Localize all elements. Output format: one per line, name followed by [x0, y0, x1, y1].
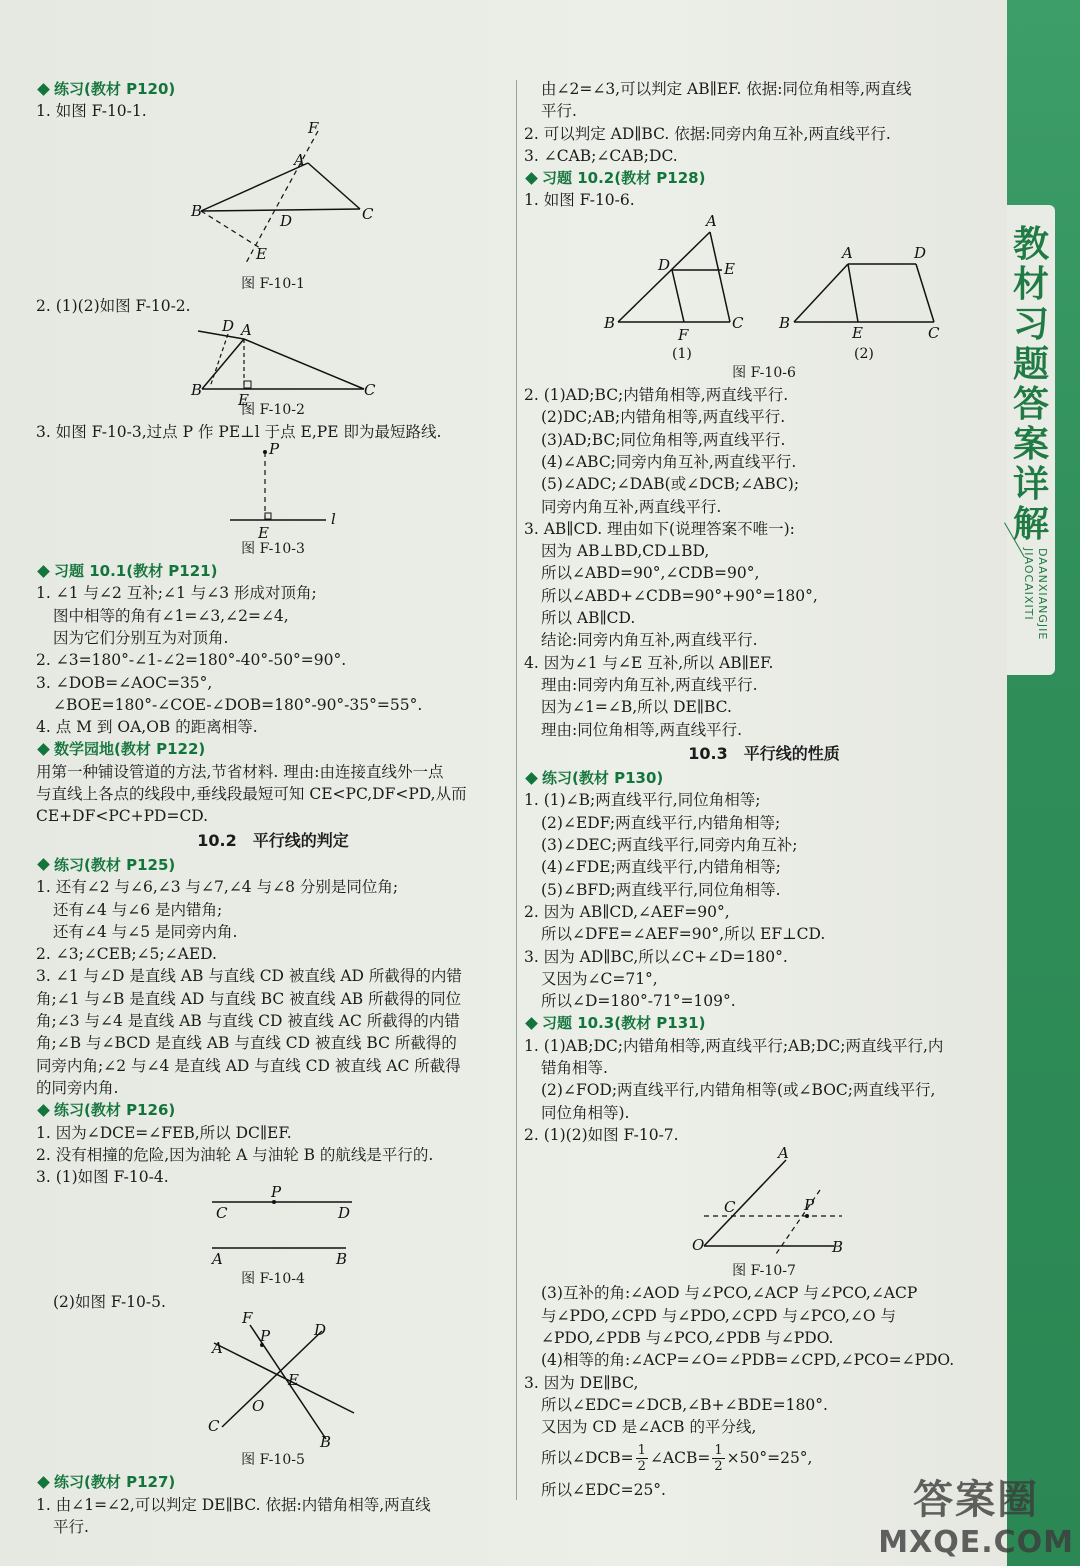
figure-f-10-2 [36, 317, 510, 410]
svg-text:E: E [256, 244, 267, 263]
answer-line: 所以∠D=180°-71°=109°. [541, 992, 736, 1011]
answer-line: 4. 点 M 到 OA,OB 的距离相等. [36, 718, 258, 737]
figure-caption: 图 F-10-3 [241, 540, 305, 557]
answer-line: 平行. [53, 1517, 89, 1536]
answer-line: 所以∠EDC=25°. [541, 1480, 666, 1499]
section-heading: 练习(教材 P130) [524, 767, 1004, 789]
answer-line: ∠PDO,∠PDB 与∠PCO,∠PDB 与∠PDO. [541, 1329, 834, 1348]
figure-caption: 图 F-10-1 [241, 275, 305, 292]
svg-text:D: D [280, 211, 293, 230]
svg-text:C: C [928, 323, 940, 342]
diamond-bullet-icon [37, 743, 50, 756]
section-heading: 练习(教材 P126) [36, 1099, 510, 1121]
svg-text:B: B [779, 313, 791, 332]
answer-line: 2. ∠3=180°-∠1-∠2=180°-40°-50°=90°. [36, 651, 347, 670]
answer-line: (2)如图 F-10-5. [53, 1292, 166, 1311]
subsection-title: 10.3 平行线的性质 [688, 743, 840, 763]
svg-text:C: C [208, 1416, 220, 1435]
svg-text:l: l [331, 509, 336, 528]
svg-text:P: P [271, 1183, 282, 1202]
svg-text:A: A [241, 321, 252, 340]
svg-text:A: A [212, 1250, 223, 1269]
svg-text:E: E [852, 323, 863, 342]
diamond-bullet-icon [37, 83, 50, 96]
answer-line: 2. (1)(2)如图 F-10-7. [524, 1125, 679, 1144]
sidebar-pinyin: JIAOCAIXITI [1022, 548, 1035, 621]
svg-text:B: B [832, 1238, 844, 1257]
figure-caption: 图 F-10-7 [732, 1263, 796, 1280]
answer-line: 2. (1)AD;BC;内错角相等,两直线平行. [524, 386, 789, 405]
answer-line: (4)∠ABC;同旁内角互补,两直线平行. [541, 452, 797, 471]
answer-line: 错角相等. [541, 1058, 608, 1077]
svg-text:E: E [288, 1370, 299, 1389]
svg-text:D: D [314, 1320, 327, 1339]
answer-line: 2. ∠3;∠CEB;∠5;∠AED. [36, 945, 217, 964]
answer-line: 2. 可以判定 AD∥BC. 依据:同旁内角互补,两直线平行. [524, 124, 891, 143]
answer-line: 1. 如图 F-10-6. [524, 191, 635, 210]
svg-text:E: E [258, 523, 269, 542]
answer-line: 同位角相等). [541, 1103, 630, 1122]
answer-line: 因为它们分别互为对顶角. [53, 628, 229, 647]
sub-figure-label: (1) [672, 345, 692, 362]
svg-text:D: D [338, 1204, 351, 1223]
answer-line: 3. ∠1 与∠D 是直线 AB 与直线 CD 被直线 AD 所截得的内错 [36, 967, 462, 986]
svg-text:A: A [212, 1338, 223, 1357]
svg-text:P: P [260, 1326, 271, 1345]
answer-line: CE+DF<PC+PD=CD. [36, 807, 209, 826]
answer-line: 1. 还有∠2 与∠6,∠3 与∠7,∠4 与∠8 分别是同位角; [36, 878, 399, 897]
answer-line: 3. (1)如图 F-10-4. [36, 1168, 169, 1187]
answer-line: 1. 由∠1=∠2,可以判定 DE∥BC. 依据:内错角相等,两直线 [36, 1495, 431, 1514]
answer-line: (3)互补的角:∠AOD 与∠PCO,∠ACP 与∠PCO,∠ACP [541, 1284, 918, 1303]
answer-line: 所以∠ABD=90°,∠CDB=90°, [541, 564, 760, 583]
answer-line: 又因为 CD 是∠ACB 的平分线, [541, 1418, 757, 1437]
answer-line: 结论:同旁内角互补,两直线平行. [541, 631, 758, 650]
answer-line: 又因为∠C=71°, [541, 969, 658, 988]
svg-text:F: F [678, 325, 689, 344]
answer-line: (2)∠FOD;两直线平行,内错角相等(或∠BOC;两直线平行, [541, 1081, 936, 1100]
svg-text:B: B [191, 381, 203, 400]
angle-bisector-diagram [524, 1146, 1004, 1260]
answer-line: 所以∠EDC=∠DCB,∠B+∠BDE=180°. [541, 1395, 828, 1414]
svg-text:D: D [914, 243, 927, 262]
answer-line: 2. (1)(2)如图 F-10-2. [36, 296, 191, 315]
diamond-bullet-icon [37, 859, 50, 872]
answer-line: 同旁内角;∠2 与∠4 是直线 AD 与直线 CD 被直线 AC 所截得 [36, 1056, 461, 1075]
svg-text:P: P [269, 439, 280, 458]
intersecting-lines-diagram [36, 1308, 510, 1451]
answer-line: 因为∠1=∠B,所以 DE∥BC. [541, 698, 732, 717]
figure-caption: 图 F-10-4 [241, 1271, 305, 1288]
svg-text:B: B [604, 313, 616, 332]
svg-text:B: B [191, 201, 203, 220]
parallel-lines-diagram [36, 1183, 510, 1269]
answer-line: 2. 没有相撞的危险,因为油轮 A 与油轮 B 的航线是平行的. [36, 1145, 434, 1164]
answer-line: 1. (1)∠B;两直线平行,同位角相等; [524, 791, 761, 810]
answer-line: 与直线上各点的线段中,垂线段最短可知 CE<PC,DF<PD,从而 [36, 785, 467, 804]
svg-text:D: D [222, 317, 235, 336]
answer-line: (2)∠EDF;两直线平行,内错角相等; [541, 813, 781, 832]
triangle-diagram [36, 118, 510, 273]
svg-text:B: B [336, 1250, 348, 1269]
answer-line: 的同旁内角. [36, 1078, 119, 1097]
triangle-diagram [36, 317, 510, 410]
answer-line: 1. (1)AB;DC;内错角相等,两直线平行;AB;DC;两直线平行,内 [524, 1036, 944, 1055]
answer-line: 1. 如图 F-10-1. [36, 102, 147, 121]
right-column [524, 78, 1004, 1501]
svg-text:A: A [842, 243, 853, 262]
svg-text:C: C [732, 313, 744, 332]
figure-f-10-6 [524, 212, 1004, 362]
answer-line: 角;∠B 与∠BCD 是直线 AB 与直线 CD 被直线 BC 所截得的 [36, 1034, 457, 1053]
svg-text:O: O [692, 1236, 705, 1255]
svg-text:E: E [724, 259, 735, 278]
answer-line: 3. AB∥CD. 理由如下(说理答案不唯一): [524, 519, 795, 538]
answer-line: 由∠2=∠3,可以判定 AB∥EF. 依据:同位角相等,两直线 [541, 80, 912, 98]
svg-text:C: C [362, 204, 374, 223]
answer-line: 1. 因为∠DCE=∠FEB,所以 DC∥EF. [36, 1123, 292, 1142]
sidebar-pinyin: DAANXIANGJIE [1036, 548, 1049, 641]
figure-f-10-1 [36, 118, 510, 273]
answer-line: 所以∠ABD+∠CDB=90°+90°=180°, [541, 586, 818, 605]
answer-line: 角;∠3 与∠4 是直线 AB 与直线 CD 被直线 AC 所截得的内错 [36, 1012, 460, 1031]
answer-line: 与∠PDO,∠CPD 与∠PDO,∠CPD 与∠PCO,∠O 与 [541, 1306, 897, 1325]
figure-f-10-5 [36, 1308, 510, 1451]
answer-line: (4)相等的角:∠ACP=∠O=∠PDB=∠CPD,∠PCO=∠PDO. [541, 1351, 955, 1370]
section-heading: 练习(教材 P120) [36, 78, 510, 100]
svg-text:F: F [242, 1308, 253, 1327]
figure-f-10-3 [36, 439, 510, 542]
svg-text:F: F [308, 118, 319, 137]
perpendicular-diagram [36, 439, 510, 542]
answer-line: 因为 AB⊥BD,CD⊥BD, [541, 542, 710, 561]
diamond-bullet-icon [37, 1104, 50, 1117]
answer-line: 还有∠4 与∠5 是同旁内角. [53, 922, 238, 941]
answer-line: 3. 因为 AD∥BC,所以∠C+∠D=180°. [524, 947, 788, 966]
fraction: $\frac{1}{2}$ [637, 1443, 646, 1475]
answer-line: 平行. [541, 102, 577, 121]
answer-line: 同旁内角互补,两直线平行. [541, 497, 722, 516]
answer-line: (5)∠ADC;∠DAB(或∠DCB;∠ABC); [541, 475, 800, 494]
answer-line: 用第一种铺设管道的方法,节省材料. 理由:由连接直线外一点 [36, 762, 444, 781]
triangle-and-trapezoid-diagram [524, 212, 1004, 362]
answer-line: 所以∠DFE=∠AEF=90°,所以 EF⊥CD. [541, 925, 826, 944]
diamond-bullet-icon [525, 172, 538, 185]
svg-text:C: C [724, 1198, 736, 1217]
svg-text:A: A [706, 211, 717, 230]
subsection-title: 10.2 平行线的判定 [197, 830, 349, 850]
answer-line: 图中相等的角有∠1=∠3,∠2=∠4, [53, 606, 289, 625]
answer-line: 角;∠1 与∠B 是直线 AD 与直线 BC 被直线 AB 所截得的同位 [36, 989, 462, 1008]
sub-figure-label: (2) [854, 345, 874, 362]
answer-line: (5)∠BFD;两直线平行,同位角相等. [541, 880, 781, 899]
column-divider [516, 80, 517, 1500]
svg-text:D: D [658, 255, 671, 274]
diamond-bullet-icon [525, 1017, 538, 1030]
answer-line: (3)∠DEC;两直线平行,同旁内角互补; [541, 836, 798, 855]
section-heading: 练习(教材 P127) [36, 1471, 510, 1493]
svg-text:E: E [238, 391, 249, 410]
figure-caption: 图 F-10-5 [241, 1451, 305, 1468]
svg-text:B: B [320, 1432, 332, 1451]
svg-text:P: P [804, 1196, 815, 1215]
answer-line: 3. 如图 F-10-3,过点 P 作 PE⊥l 于点 E,PE 即为最短路线. [36, 423, 442, 442]
figure-caption: 图 F-10-2 [241, 402, 305, 419]
answer-line: (4)∠FDE;两直线平行,内错角相等; [541, 858, 781, 877]
fraction: $\frac{1}{2}$ [714, 1443, 723, 1475]
answer-line: 2. 因为 AB∥CD,∠AEF=90°, [524, 902, 730, 921]
diamond-bullet-icon [37, 1476, 50, 1489]
section-heading: 习题 10.1(教材 P121) [36, 560, 510, 582]
answer-line: 理由:同位角相等,两直线平行. [541, 720, 743, 739]
svg-text:C: C [364, 381, 376, 400]
answer-line: 3. ∠CAB;∠CAB;DC. [524, 146, 678, 165]
fraction-line: 所以∠DCB= $\frac{1}{2}$ ∠ACB= $\frac{1}{2}$ ×50°=25°, [541, 1443, 813, 1475]
answer-line: 还有∠4 与∠6 是内错角; [53, 900, 223, 919]
figure-f-10-7 [524, 1146, 1004, 1260]
diamond-bullet-icon [525, 772, 538, 785]
svg-text:A: A [294, 150, 305, 169]
answer-line: 理由:同旁内角互补,两直线平行. [541, 675, 758, 694]
answer-line: 所以 AB∥CD. [541, 609, 636, 628]
answer-line: 3. 因为 DE∥BC, [524, 1373, 639, 1392]
section-heading: 习题 10.3(教材 P131) [524, 1012, 1004, 1034]
section-heading: 练习(教材 P125) [36, 854, 510, 876]
answer-line: (2)DC;AB;内错角相等,两直线平行. [541, 408, 786, 427]
diamond-bullet-icon [37, 565, 50, 578]
answer-line: 3. ∠DOB=∠AOC=35°, [36, 673, 213, 692]
svg-text:O: O [252, 1396, 265, 1415]
figure-f-10-4 [36, 1183, 510, 1269]
svg-text:A: A [778, 1144, 789, 1163]
watermark-logo: 答案圈 MXQE.COM [878, 1477, 1074, 1560]
figure-caption: 图 F-10-6 [732, 364, 796, 381]
answer-line: ∠BOE=180°-∠COE-∠DOB=180°-90°-35°=55°. [53, 695, 423, 714]
answer-line: (3)AD;BC;同位角相等,两直线平行. [541, 430, 786, 449]
answer-line: 1. ∠1 与∠2 互补;∠1 与∠3 形成对顶角; [36, 584, 317, 603]
section-heading: 数学园地(教材 P122) [36, 738, 510, 760]
svg-text:C: C [216, 1204, 228, 1223]
sidebar-title: 教材习题答案详解 [1012, 224, 1049, 545]
left-column [36, 78, 510, 1538]
answer-line: 4. 因为∠1 与∠E 互补,所以 AB∥EF. [524, 653, 774, 672]
section-heading: 习题 10.2(教材 P128) [524, 167, 1004, 189]
